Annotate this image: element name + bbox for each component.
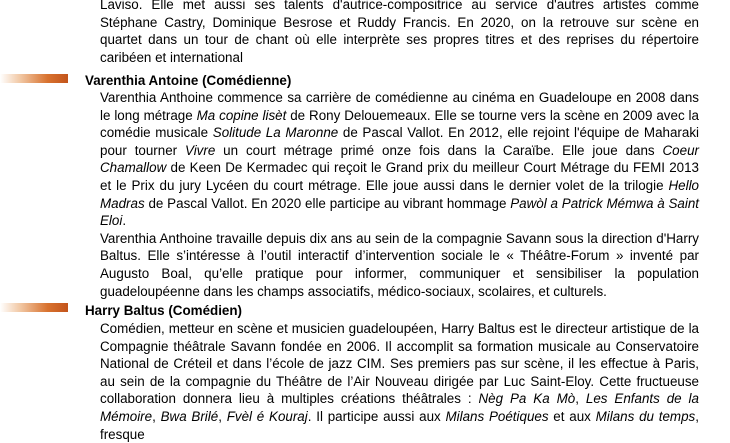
bio-paragraph-varenthia xyxy=(100,89,699,300)
paragraph-text: de Pascal Vallot. En 2020 elle participe au vibrant hommage xyxy=(144,195,511,211)
play-title: Bwa Brilé xyxy=(160,408,219,424)
film-title: Hello Madras xyxy=(100,177,699,211)
paragraph-text: . Il participe aussi aux xyxy=(307,408,446,424)
paragraph-text: un court métrage primé onze fois dans la Caraïbe. Elle joue dans xyxy=(215,142,663,158)
section-heading-harry: Harry Baltus (Comédien) xyxy=(85,303,242,318)
section-marker-bar xyxy=(0,74,68,83)
show-title: Milans du temps xyxy=(595,408,696,424)
film-title: Ma copine lisèt xyxy=(196,107,287,123)
bio-paragraph-harry xyxy=(100,320,699,443)
paragraph-text: de Keen De Kermadec qui reçoit le Grand prix du meilleur Court Métrage du FEMI 2013 et le Prix du jury Lycéen du court métrage. Elle joue aussi dans le dernier volet de la trilogie xyxy=(100,160,699,193)
section-heading-varenthia: Varenthia Antoine (Comédienne) xyxy=(85,73,292,88)
paragraph-text: de Pascal Vallot. En 2012, elle rejoint l'équipe de Maharaki pour tourner xyxy=(100,125,699,158)
paragraph-text: Varenthia Anthoine travaille depuis dix ans au sein de la compagnie Savann sous la direction d'Harry Baltus. Elle s’intéresse à l’outil interactif d’intervention sociale le « Théâtre-Forum » inventé par Augusto Boal, qu’elle pratique pour informer, communiquer et sensibiliser la population guadeloupéenne dans les champs associatifs, médico-sociaux, scolaires, et culturels. xyxy=(100,230,699,299)
bio-paragraph-continued xyxy=(100,0,699,66)
show-title: Pawòl a Patrick Mémwa à Saint Eloi xyxy=(100,195,699,229)
film-title: Vivre xyxy=(185,142,216,158)
paragraph-text: . xyxy=(122,213,127,229)
paragraph-text: de Rony Delouemeaux. Elle se tourne vers la scène en 2009 avec la comédie musicale xyxy=(100,107,699,141)
show-title: Milans Poétiques xyxy=(445,408,549,424)
paragraph-text: , fresque xyxy=(100,408,699,442)
play-title: Fvèl é Kouraj xyxy=(226,408,308,424)
film-title: Coeur Chamallow xyxy=(100,142,699,176)
paragraph-text: Comédien, metteur en scène et musicien guadeloupéen, Harry Baltus est le directeur artistique de la Compagnie théâtrale Savann fondée en 2006. Il accomplit sa formation musicale au Conservatoire National de Créteil et dans l’école de jazz CIM. Ses premiers pas sur scène, il les effectue à Paris, au sein de la compagnie du Théâtre de l’Air Nouveau dirigée par Luc Saint-Eloy. Cette fructueuse collaboration donnera lieu à multiples créations théâtrales : xyxy=(100,321,699,407)
separator: , xyxy=(575,391,586,407)
play-title: Solitude La Maronne xyxy=(212,125,339,141)
paragraph-text: et aux xyxy=(548,408,596,424)
separator: , xyxy=(152,408,161,424)
separator: , xyxy=(218,408,227,424)
paragraph-text: Laviso. Elle met aussi ses talents d'autrice-compositrice au service d'autres artistes comme xyxy=(100,0,699,12)
play-title: Nèg Pa Ka Mò xyxy=(478,391,576,407)
section-marker-bar xyxy=(0,303,68,312)
play-title: Les Enfants de la Mémoire xyxy=(100,391,699,424)
paragraph-text: Varenthia Anthoine commence sa carrière de comédienne au cinéma en Guadeloupe en 2008 dans le long métrage xyxy=(100,90,699,123)
paragraph-text: Stéphane Castry, Dominique Besrose et Ruddy Francis. En 2020, on la retrouve sur scène en quartet dans un tour de chant où elle interprète ses propres titres et des reprises du répertoire caribéen et international xyxy=(100,14,699,65)
